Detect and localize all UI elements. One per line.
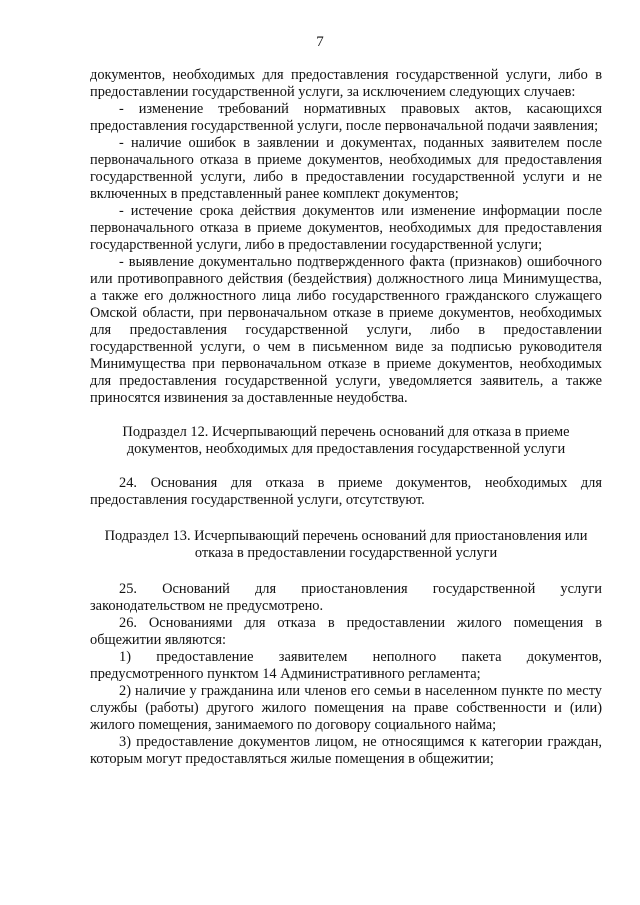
- subsection-12-heading: Подраздел 12. Исчерпывающий перечень оснований для отказа в приеме документов, необходимых для предоставления государственной услуги: [122, 424, 570, 457]
- paragraph-26: 26. Основаниями для отказа в предоставлении жилого помещения в общежитии являются:: [90, 615, 602, 648]
- paragraph-26-item-3: 3) предоставление документов лицом, не относящимся к категории граждан, которым могут предоставляться жилые помещения в общежитии;: [90, 734, 602, 767]
- list-item-document-expiry: - истечение срока действия документов или изменение информации после первоначального отказа в приеме документов, необходимых для предоставления государственной услуги, либо в предоставлении государственной услуги;: [90, 203, 602, 253]
- spacer: [90, 407, 602, 424]
- paragraph-25: 25. Оснований для приостановления государственной услуги законодательством не предусмотрено.: [90, 581, 602, 614]
- subsection-13-heading: Подраздел 13. Исчерпывающий перечень оснований для приостановления или отказа в предоставлении государственной услуги: [104, 528, 588, 561]
- list-item-errors-in-application: - наличие ошибок в заявлении и документах, поданных заявителем после первоначального отказа в приеме документов, необходимых для предоставления государственной услуги, либо в предоставлении государственной услуги и не включенных в представленный ранее комплект документов;: [90, 135, 602, 202]
- spacer: [90, 509, 602, 528]
- page-number: 7: [316, 34, 324, 50]
- paragraph-26-item-1: 1) предоставление заявителем неполного пакета документов, предусмотренного пунктом 14 Административного регламента;: [90, 649, 602, 682]
- document-body: [90, 67, 602, 768]
- list-item-unlawful-action: - выявление документально подтвержденного факта (признаков) ошибочного или противоправного действия (бездействия) должностного лица Минимущества, а также его должностного лица либо государственного гражданского служащего Омской области, при первоначальном отказе в приеме документов, необходимых для предоставления государственной услуги, либо в предоставлении государственной услуги, о чем в письменном виде за подписью руководителя Минимущества при первоначальном отказе в приеме документов, необходимых для предоставления государственной услуги, уведомляется заявитель, а также приносятся извинения за доставленные неудобства.: [90, 254, 602, 406]
- list-item-requirements-change: - изменение требований нормативных правовых актов, касающихся предоставления государственной услуги, после первоначальной подачи заявления;: [90, 101, 602, 134]
- paragraph-26-item-2: 2) наличие у гражданина или членов его семьи в населенном пункте по месту службы (работы) другого жилого помещения на праве собственности и (или) жилого помещения, занимаемого по договору социального найма;: [90, 683, 602, 733]
- paragraph-continuation: документов, необходимых для предоставления государственной услуги, либо в предоставлении государственной услуги, за исключением следующих случаев:: [90, 67, 602, 100]
- paragraph-24: 24. Основания для отказа в приеме документов, необходимых для предоставления государственной услуги, отсутствуют.: [90, 475, 602, 508]
- spacer: [90, 562, 602, 581]
- spacer: [90, 458, 602, 475]
